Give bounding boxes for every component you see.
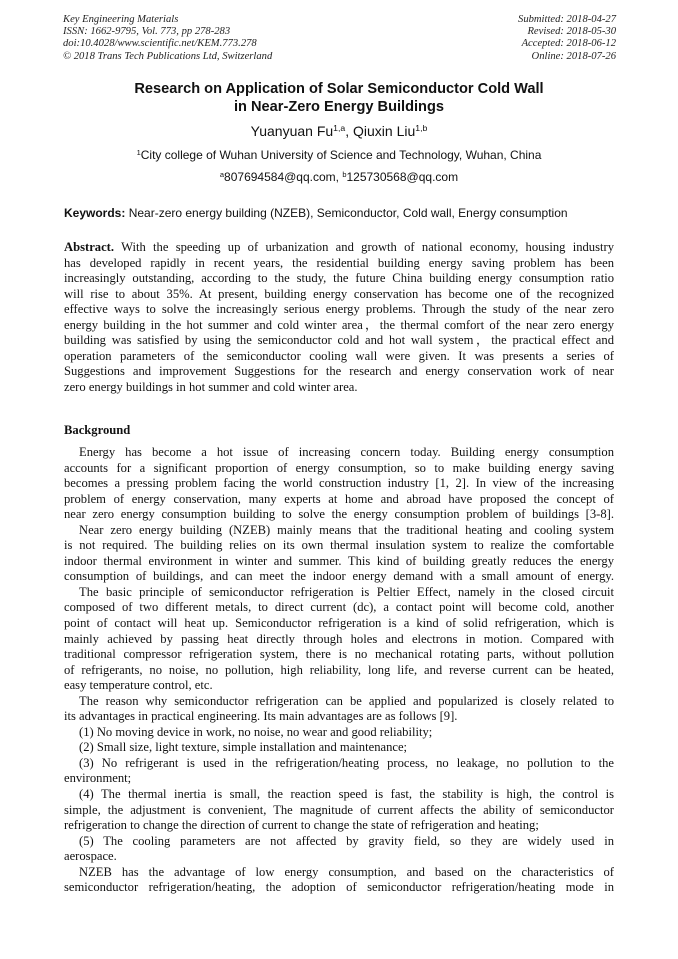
abstract-line: will rise to about 35%. At present, building energy conservation has become one of the recognized xyxy=(64,286,614,301)
email-mark: a xyxy=(219,169,225,179)
abstract-line: has developed rapidly in recent years, the residential building energy saving problem has been xyxy=(64,255,614,270)
paragraph-line: The basic principle of semiconductor refrigeration is Peltier Effect, namely in the closed circuit xyxy=(79,584,614,599)
revised-date: Revised: 2018-05-30 xyxy=(527,26,616,38)
journal-name: Key Engineering Materials xyxy=(63,14,179,25)
email-link[interactable]: 807694584@qq.com xyxy=(224,170,336,184)
paragraph-line: near zero energy consumption building to solve the energy consumption problem of buildings [3-8]. xyxy=(64,507,614,522)
abstract-label: Abstract. xyxy=(64,240,115,254)
paragraph-line: composed of two different metals, to direct current (dc), a contact point will become cold, another xyxy=(64,600,614,615)
paragraph-line: point of contact will heat up. Semiconductor refrigeration is a kind of solid refrigeration, which is xyxy=(64,616,614,631)
abstract xyxy=(64,240,614,395)
doi: doi:10.4028/www.scientific.net/KEM.773.278 xyxy=(63,38,257,50)
paragraph-line: of refrigerants, no noise, no pollution, high reliability, long life, and reverse current can be heated, xyxy=(64,662,614,677)
title-line-2: in Near-Zero Energy Buildings xyxy=(233,98,445,115)
publication-dates xyxy=(518,14,616,63)
copyright: © 2018 Trans Tech Publications Ltd, Switzerland xyxy=(63,50,273,62)
affiliation-text: City college of Wuhan University of Science and Technology, Wuhan, China xyxy=(140,148,542,162)
author-affiliation-mark: 1,a xyxy=(333,123,346,134)
affiliation-mark: 1 xyxy=(136,147,141,157)
paragraph-line: Energy has become a hot issue of increasing concern today. Building energy consumption xyxy=(79,445,614,459)
advantage-item-cont: refrigeration to change the direction of current to change the state of refrigeration and heating; xyxy=(64,818,539,833)
advantage-item: (2) Small size, light texture, simple installation and maintenance; xyxy=(79,740,408,755)
author-list xyxy=(0,122,678,140)
email-mark: b xyxy=(342,169,347,179)
paragraph-line: problem of energy conservation, many experts at home and abroad have proposed the concept of xyxy=(64,491,614,506)
author-name: Qiuxin Liu xyxy=(353,123,416,139)
advantage-item: (1) No moving device in work, no noise, no wear and good reliability; xyxy=(79,724,433,739)
abstract-line: energy building in the hot summer and cold winter area，the thermal comfort of the near zero energy xyxy=(64,317,614,332)
paragraph-line: indoor thermal environment in winter and summer. This kind of building greatly reduces the energy xyxy=(64,553,614,568)
paragraph-line: its advantages in practical engineering. Its main advantages are as follows [9]. xyxy=(64,709,458,724)
paragraph-line: NZEB has the advantage of low energy consumption, and based on the characteristics of xyxy=(79,864,614,879)
abstract-line: building was satisfied by using the semiconductor cold and hot wall system，the practical effect and xyxy=(64,333,614,348)
abstract-line: effective ways to solve the increasingly serious energy problems. Through the study of the near zero xyxy=(64,302,614,317)
online-date: Online: 2018-07-26 xyxy=(531,50,616,62)
keywords-label: Keywords: xyxy=(64,206,126,220)
keywords xyxy=(64,206,568,221)
accepted-date: Accepted: 2018-06-12 xyxy=(521,38,616,50)
affiliation xyxy=(0,148,678,163)
issn-volume: ISSN: 1662-9795, Vol. 773, pp 278-283 xyxy=(63,26,231,38)
author-name: Yuanyuan Fu xyxy=(250,123,334,139)
advantage-item-cont: aerospace. xyxy=(64,849,117,864)
advantage-item: (3) No refrigerant is used in the refrigeration/heating process, no leakage, no pollution to the xyxy=(79,755,614,770)
abstract-line: increasingly outstanding, according to the study, the future China building energy consumption ratio xyxy=(64,271,614,286)
paragraph-line: easy temperature control, etc. xyxy=(64,678,213,693)
advantage-item-cont: simple, the adjustment is convenient, The magnitude of current affects the ability of semiconductor xyxy=(64,802,614,817)
abstract-line: operation parameters of the semiconductor cooling wall were given. It was presents a series of xyxy=(64,348,614,363)
section-heading: Background xyxy=(64,423,131,437)
paragraph-line: The reason why semiconductor refrigeration can be applied and popularized is closely related to xyxy=(79,693,614,708)
author-affiliation-mark: 1,b xyxy=(415,123,428,134)
paragraph-line: accounts for a significant proportion of energy consumption, so to make building energy saving xyxy=(64,460,614,475)
advantage-item: (4) The thermal inertia is small, the reaction speed is fast, the stability is high, the control is xyxy=(79,787,614,802)
abstract-line: zero energy buildings in hot summer and cold winter area. xyxy=(64,379,358,394)
paragraph-line: traditional compressor refrigeration system, there is no mechanical rotating parts, without pollution xyxy=(64,647,614,662)
paragraph-line: mainly achieved by passing heat directly through holes and electrons in motion. Compared with xyxy=(64,631,614,646)
abstract-line: Suggestions and improvement Suggestions for the research and energy conservation work of near xyxy=(64,364,614,379)
submitted-date: Submitted: 2018-04-27 xyxy=(518,14,616,25)
title-line-1: Research on Application of Solar Semiconductor Cold Wall xyxy=(134,81,544,97)
keywords-text: Near-zero energy building (NZEB), Semiconductor, Cold wall, Energy consumption xyxy=(125,206,568,220)
email-separator: , xyxy=(335,170,343,184)
journal-info xyxy=(63,14,272,63)
author-emails xyxy=(0,170,678,185)
advantage-item: (5) The cooling parameters are not affected by gravity field, so they are widely used in xyxy=(79,833,614,848)
body-text xyxy=(64,445,614,896)
abstract-line: Abstract. With the speeding up of urbanization and growth of national economy, housing industry xyxy=(64,240,614,254)
paragraph-line: semiconductor refrigeration/heating, the adoption of semiconductor refrigeration/heating mode in xyxy=(64,880,614,895)
author-separator: , xyxy=(345,123,354,139)
advantage-item-cont: environment; xyxy=(64,771,132,786)
paragraph-line: is not required. The building relies on its own thermal insulation system to realize the comfortable xyxy=(64,538,614,553)
email-link[interactable]: 125730568@qq.com xyxy=(346,170,459,184)
paragraph-line: Near zero energy building (NZEB) mainly means that the traditional heating and cooling system xyxy=(79,522,614,537)
paragraph-line: consumption of buildings, and can meet the indoor energy demand with a small amount of energy. xyxy=(64,569,614,584)
paper-title xyxy=(0,81,678,116)
paragraph-line: becomes a pressing problem facing the world construction industry [1, 2]. In view of the increasing xyxy=(64,476,614,491)
